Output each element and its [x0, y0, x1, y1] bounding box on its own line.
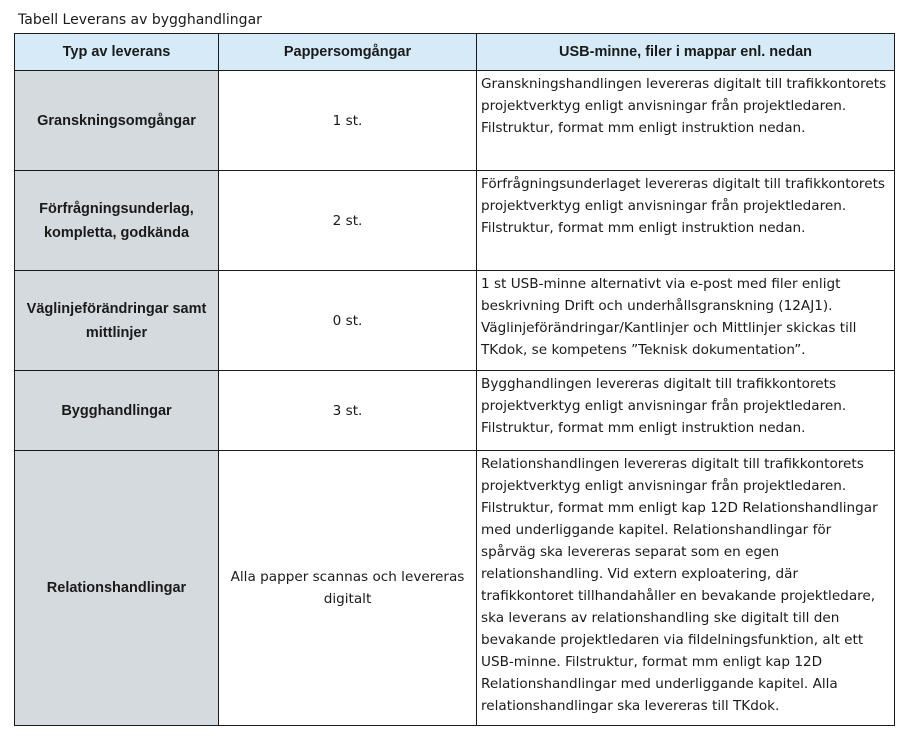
row-usb-cell: Bygghandlingen levereras digitalt till trafikkontorets projektverktyg enligt anvisningar från projektledaren. Filstruktur, format mm enligt instruktion nedan. — [477, 371, 895, 451]
row-type-cell: Bygghandlingar — [15, 371, 219, 451]
row-usb-cell: Granskningshandlingen levereras digitalt till trafikkontorets projektverktyg enligt anvisningar från projektledaren. Filstruktur, format mm enligt instruktion nedan. — [477, 71, 895, 171]
header-type: Typ av leverans — [15, 34, 219, 71]
row-paper-cell: 2 st. — [219, 171, 477, 271]
row-usb-cell: Relationshandlingen levereras digitalt till trafikkontorets projektverktyg enligt anvisningar från projektledaren. Filstruktur, format mm enligt kap 12D Relationshandlingar med underliggande kapitel. Relationshandlingar för spårväg ska levereras separat som en egen relationshandling. Vid extern exploatering, där trafikkontoret tillhandahåller en bevakande projektledare, ska leverans av relationshandling ske digitalt till den bevakande projektledaren via fildelningsfunktion, alt ett USB-minne. Filstruktur, format mm enligt kap 12D Relationshandlingar med underliggande kapitel. Alla relationshandlingar ska levereras till TKdok. — [477, 451, 895, 726]
table-row — [15, 371, 895, 451]
row-type-cell: Förfrågningsunderlag, kompletta, godkända — [15, 171, 219, 271]
delivery-table — [14, 33, 895, 726]
table-row — [15, 451, 895, 726]
table-row — [15, 171, 895, 271]
row-paper-cell: 0 st. — [219, 271, 477, 371]
row-type-cell: Relationshandlingar — [15, 451, 219, 726]
header-usb: USB-minne, filer i mappar enl. nedan — [477, 34, 895, 71]
row-usb-cell: 1 st USB-minne alternativt via e-post med filer enligt beskrivning Drift och underhållsgranskning (12AJ1). Väglinjeförändringar/Kantlinjer och Mittlinjer skickas till TKdok, se kompetens ”Teknisk dokumentation”. — [477, 271, 895, 371]
table-caption: Tabell Leverans av bygghandlingar — [18, 12, 262, 28]
table-row — [15, 271, 895, 371]
row-type-cell: Granskningsomgångar — [15, 71, 219, 171]
row-paper-cell: 3 st. — [219, 371, 477, 451]
row-usb-cell: Förfrågningsunderlaget levereras digitalt till trafikkontorets projektverktyg enligt anvisningar från projektledaren. Filstruktur, format mm enligt instruktion nedan. — [477, 171, 895, 271]
table-row — [15, 71, 895, 171]
row-type-cell: Väglinjeförändringar samt mittlinjer — [15, 271, 219, 371]
row-paper-cell: Alla papper scannas och levereras digitalt — [219, 451, 477, 726]
header-paper: Pappersomgångar — [219, 34, 477, 71]
row-paper-cell: 1 st. — [219, 71, 477, 171]
table-header-row — [15, 34, 895, 71]
